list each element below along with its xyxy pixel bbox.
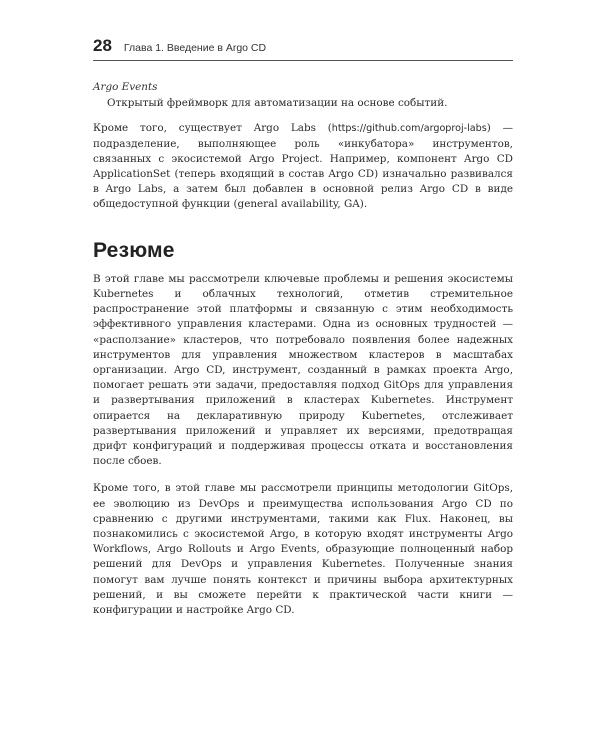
- summary-paragraph-1: В этой главе мы рассмотрели ключевые проблемы и решения экосистемы Kubernetes и облачных технологий, отметив стремительное распространение этой платформы и связанную с этим необходимость эффективного управления кластерами. Одна из основных трудностей — «расползание» кластеров, что потребовало появления более надежных инструментов для управления множеством кластеров в масштабах организации. Argo CD, инструмент, созданный в рамках проекта Argo, помогает решать эти задачи, предоставляя подход GitOps для управления и развертывания приложений в кластерах Kubernetes. Инструмент опирается на декларативную природу Kubernetes, отслеживает развертывания приложений и управляет их версиями, предотвращая дрифт конфигураций и поддерживая процессы отката и восстановления после сбоев.: [93, 272, 513, 468]
- page-number: 28: [93, 36, 112, 55]
- definition-term: Argo Events: [93, 81, 158, 93]
- header-divider: [93, 60, 513, 61]
- argo-labs-link[interactable]: https://github.com/argoproj-labs: [331, 123, 487, 135]
- summary-paragraph-2: Кроме того, в этой главе мы рассмотрели принципы методологии GitOps, ее эволюцию из DevOps и преимущества использования Argo CD по сравнению с другими инструментами, такими как Flux. Наконец, вы познакомились с экосистемой Argo, в которую входят инструменты Argo Workflows, Argo Rollouts и Argo Events, образующие полноценный набор решений для DevOps и управления Kubernetes. Полученные знания помогут вам лучше понять контекст и причины выбора архитектурных решений, и вы сможете перейти к практической части книги — конфигурации и настройке Argo CD.: [93, 482, 513, 617]
- section-heading: Резюме: [93, 238, 175, 262]
- paragraph-argo-labs-end: ) — подразделение, выполняющее роль «инкубатора» инструментов, связанных с экосистемой Argo Project. Например, компонент Argo CD ApplicationSet (теперь входящий в состав Argo CD) изначально развивался в Argo Labs, а затем был добавлен в основной релиз Argo CD в виде общедоступной функции (general availability, GA).: [93, 122, 513, 211]
- paragraph-argo-labs-start: Кроме того, существует Argo Labs (: [93, 122, 332, 135]
- paragraph-argo-labs: [93, 121, 513, 212]
- definition-text: Открытый фреймворк для автоматизации на основе событий.: [107, 97, 448, 110]
- page-header: [93, 36, 513, 58]
- page-body: [93, 80, 513, 618]
- chapter-title: Глава 1. Введение в Argo CD: [123, 42, 267, 54]
